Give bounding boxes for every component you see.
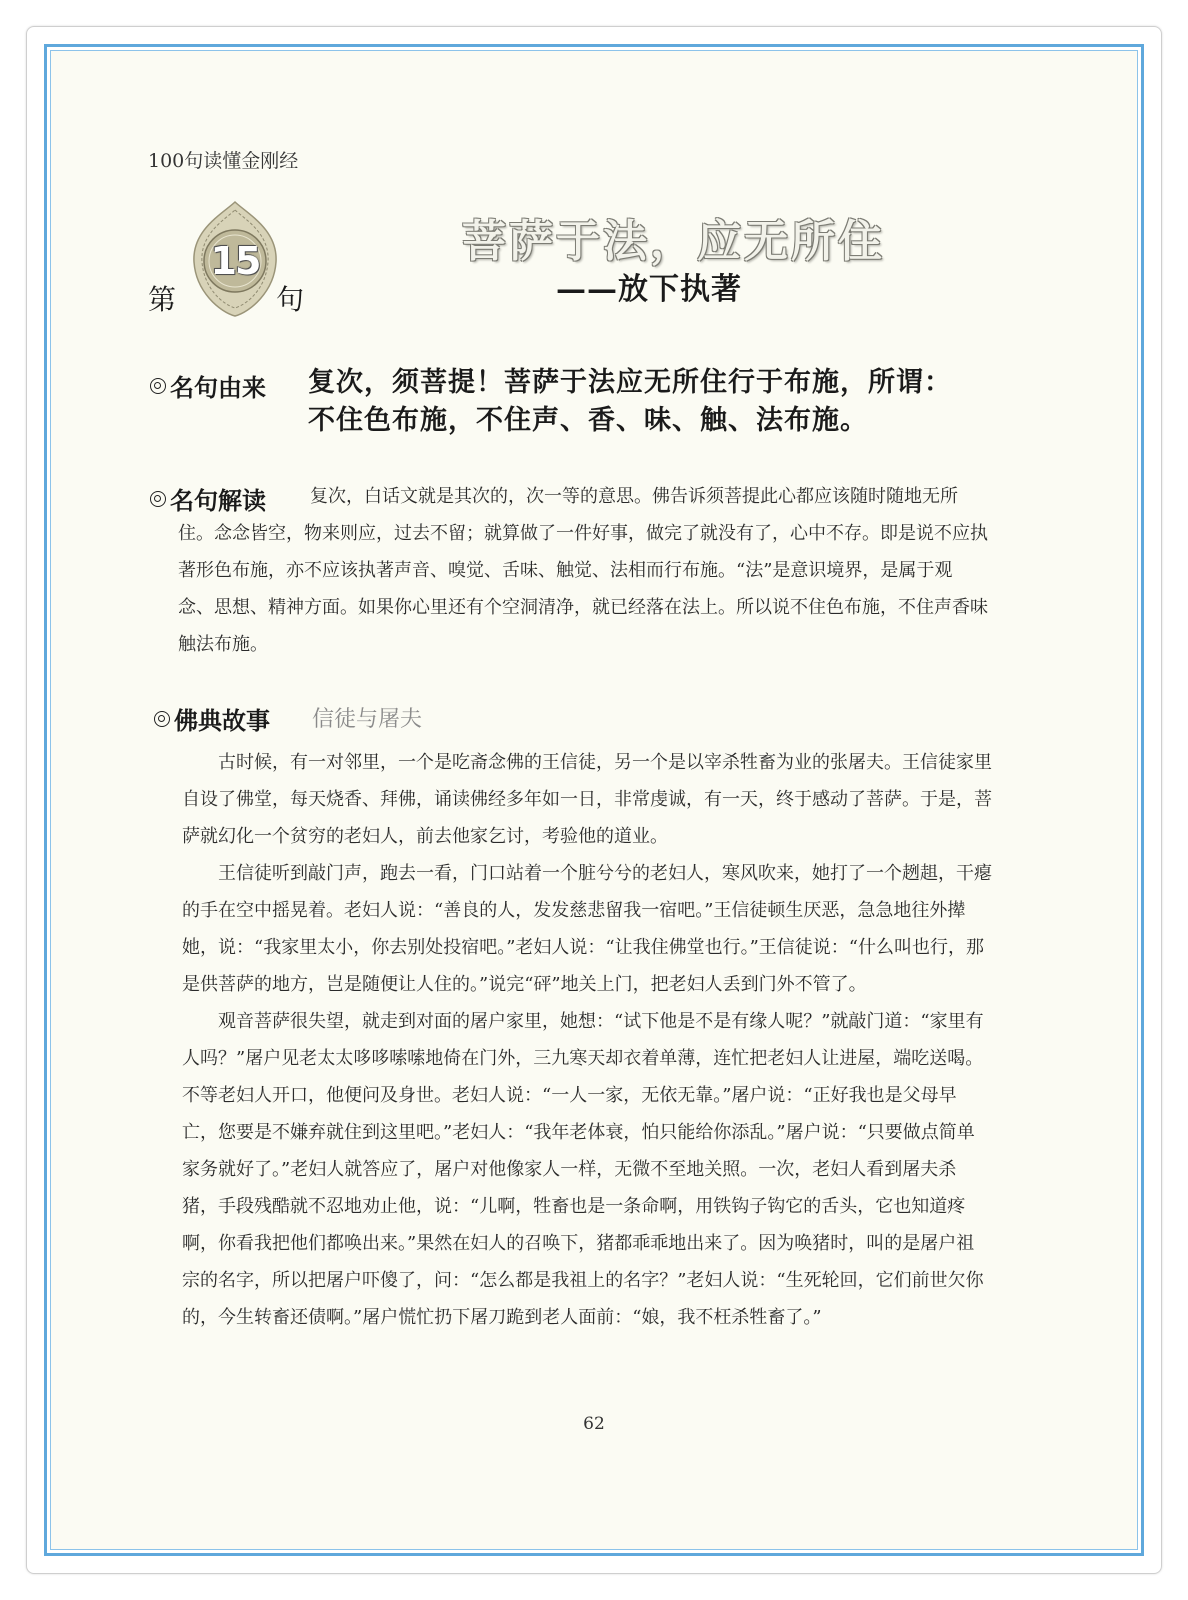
story-title: 信徒与屠夫: [312, 707, 423, 732]
quote-line: 不住色布施，不住声、香、味、触、法布施。: [308, 405, 868, 436]
story-paragraph: 观音菩萨很失望，就走到对面的屠户家里，她想：“试下他是不是有缘人呢？”就敲门道：“家里有人吗？”屠户见老太太哆哆嗦嗦地倚在门外，三九寒天却衣着单薄，连忙把老妇人让进屋，端吃送喝。不等老妇人开口，他便问及身世。老妇人说：“一人一家，无依无靠。”屠户说：“正好我也是父母早亡，您要是不嫌弃就住到这里吧。”老妇人：“我年老体衰，怕只能给你添乱。”屠户说：“只要做点简单家务就好了。”老妇人就答应了，屠户对他像家人一样，无微不至地关照。一次，老妇人看到屠夫杀猪，手段残酷就不忍地劝止他，说：“儿啊，牲畜也是一条命啊，用铁钩子钩它的舌头，它也知道疼啊，你看我把他们都唤出来。”果然在妇人的召唤下，猪都乖乖地出来了。因为唤猪时，叫的是屠户祖宗的名字，所以把屠户吓傻了，问：“怎么都是我祖上的名字？”老妇人说：“生死轮回，它们前世欠你的，今生转畜还债啊。”屠户慌忙扔下屠刀跪到老人面前：“娘，我不枉杀牲畜了。”: [182, 1011, 984, 1328]
running-head: 100句读懂金刚经: [148, 150, 299, 172]
chapter-badge: [186, 200, 284, 318]
section-origin-heading: [150, 368, 266, 403]
chapter-number: 15: [210, 239, 260, 283]
section-origin-label: 名句由来: [170, 374, 266, 402]
page-subtitle: ——放下执著: [556, 272, 742, 307]
interpretation-text: [178, 478, 988, 663]
chapter-prefix: 第: [148, 283, 177, 316]
quote-line: 复次，须菩提！菩萨于法应无所住行于布施，所谓：: [308, 367, 952, 398]
section-story-label: 佛典故事: [174, 707, 270, 735]
bullseye-icon: [150, 491, 166, 507]
bullseye-icon: [154, 711, 170, 727]
story-paragraph: 古时候，有一对邻里，一个是吃斋念佛的王信徒，另一个是以宰杀牲畜为业的张屠夫。王信徒家里自设了佛堂，每天烧香、拜佛，诵读佛经多年如一日，非常虔诚，有一天，终于感动了菩萨。于是，菩萨就幻化一个贫穷的老妇人，前去他家乞讨，考验他的道业。: [182, 752, 992, 847]
bullseye-icon: [150, 378, 166, 394]
page-number: 62: [583, 1414, 605, 1434]
interpretation-body: 复次，白话文就是其次的，次一等的意思。佛告诉须菩提此心都应该随时随地无所住。念念皆空，物来则应，过去不留；就算做了一件好事，做完了就没有了，心中不存。即是说不应执著形色布施，亦不应该执著声音、嗅觉、舌味、触觉、法相而行布施。“法”是意识境界，是属于观念、思想、精神方面。如果你心里还有个空洞清净，就已经落在法上。所以说不住色布施，不住声香味触法布施。: [178, 486, 988, 655]
famous-quote: [308, 364, 988, 440]
chapter-suffix: 句: [276, 283, 305, 316]
section-story-heading: [154, 701, 270, 736]
story-body: [182, 744, 992, 1336]
page-title: 菩萨于法，应无所住: [462, 216, 885, 267]
section-interpretation-label: 名句解读: [170, 487, 266, 515]
story-paragraph: 王信徒听到敲门声，跑去一看，门口站着一个脏兮兮的老妇人，寒风吹来，她打了一个趔趄，干瘪的手在空中摇晃着。老妇人说：“善良的人，发发慈悲留我一宿吧。”王信徒顿生厌恶，急急地往外撵她，说：“我家里太小，你去别处投宿吧。”老妇人说：“让我住佛堂也行。”王信徒说：“什么叫也行，那是供菩萨的地方，岂是随便让人住的。”说完“砰”地关上门，把老妇人丢到门外不管了。: [182, 863, 992, 995]
